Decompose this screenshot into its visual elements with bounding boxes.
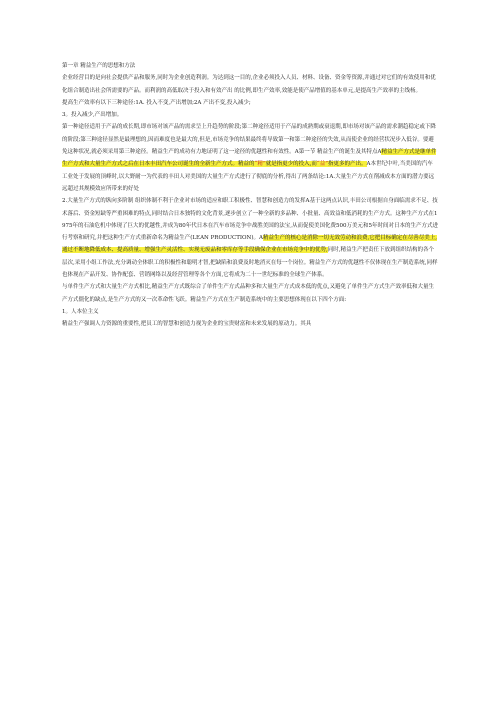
paragraph-4-tail: A本世纪中叶,当美国的汽车工业处于发展的顶峰时,以大野耐一为代表的丰田人对美国的大量生产方式进行了彻底的分析,得出了两条结论:1A.大量生产方式在削减成本方面的潜力要远远超过其规模效应所带来的好处 xyxy=(62,161,435,192)
paragraph-4-highlight-3: 指更多的产出。 xyxy=(328,161,367,168)
paragraph-5 xyxy=(62,195,438,281)
paragraph-8: 精益生产强调人力资源的重要性,把员工的智慧和创造力视为企业的宝贵财富和未来发展的原动力。其具 xyxy=(62,321,312,328)
chapter-title: 第一章 精益生产的思想和方法 xyxy=(62,63,136,69)
paragraph-6: 与单件生产方式和大量生产方式相比,精益生产方式既综合了单件生产方式品种多和大量生产方式成本低的优点,又避免了单件生产方式生产效率低和大量生产方式僵化的缺点,是生产方式的又一次革命性飞跃。精益生产方式在生产制造系统中的主要思想体现在以下四个方面: xyxy=(62,284,435,303)
paragraph-2: 提高生产效率有以下三种途径:1A. 投入不变,产出增加;2A 产出不变,投入减少; xyxy=(62,99,251,106)
paragraph-5-highlight: 精益生产的核心是消除一切无效劳动和浪费,它把目标确定在尽善尽美上,通过不断地降低成本、提高质量、增强生产灵活性、实现无废品和零库存等手段确保企业在市场竞争中的优势, xyxy=(62,235,437,254)
quote-yi: “益” xyxy=(316,161,329,168)
document-body xyxy=(62,60,438,331)
paragraph-4-highlight-2: 就是指更少的投入,而 xyxy=(265,161,317,168)
paragraph-3: 3。投入减少,产出增加。 xyxy=(62,112,123,119)
paragraph-1: 企业经营目的是向社会提供产品和服务,同时为企业创造利润。为达到这一目的,企业必须投入人员、材料、设备、资金等资源,并通过对它们的有效使用和优化组合制造出社会所需要的产品。而利润的高低取决于投入和有效产出 的比例,即生产效率,效能是使产品增值的基本单元,是提高生产效率的主线杨。 xyxy=(62,75,436,94)
quote-jing: “精” xyxy=(254,161,266,168)
paragraph-4-text: 第一种途径适用于产品的成长期,即市场对该产品的需求呈上升趋势的阶段;第二种途径适用于产品的成熟期或衰退期,即市场对该产品的需求潮趋稳定或下降的阶段;第三种途径显然是最理想的,因而难度也是最大的,但是,市场竞争的结果最终将导致第一和第二种途径的失效,从而使企业的经营状况步入低谷。要避免这种状况,就必须采用第三种途径。精益生产的成功有力地证明了这一途径的优越性和有效性。A第一节 精益生产的诞生及其特点A xyxy=(62,124,436,156)
paragraph-4-highlight: 精益生产方式是继单件生产方式和大量生产方式之后在日本丰田汽车公司诞生的全新生产方式。精益的 xyxy=(62,149,437,168)
paragraph-5-tail: 同时,精益生产把责任下放到组织结构的各个层次,采用小组工作法,充分调动全体职工的积极性和聪明才智,把缺陷和浪费及时地消灭在每一个岗位。精益生产方式的优越性不仅体现在生产制造系统,同样也体现在产品开发、协作配套、营销网络以及经营管理等各个方面,它将成为二十一世纪标准的全球生产体系。 xyxy=(62,247,438,279)
paragraph-5-text: 2.大量生产方式的纵向多阶制 组织体制不利于企业对市场的适应和职工积极性、智慧和创造力的发挥A基于这两点认识,丰田公司根据自身面临需求不足、技术落后、资金短缺等严重困难的特点,同时结合日本独特的文化背景,逐步创立了一种全新的多品种、小批量、高效益和低消耗的生产方式。这种生产方式在1975年的石油危机中体现了巨大的优越性,并成为80年代日本在汽车市场竞争中战胜美国的法宝,从而促使美国化费500万美元和5年时间对日本的生产方式进行考察和研究,并把这种生产方式重新命名为精益生产(LEAN PRODUCTION)。A xyxy=(62,198,438,242)
paragraph-4 xyxy=(62,121,438,195)
paragraph-7: 1。人本位主义 xyxy=(62,308,99,315)
